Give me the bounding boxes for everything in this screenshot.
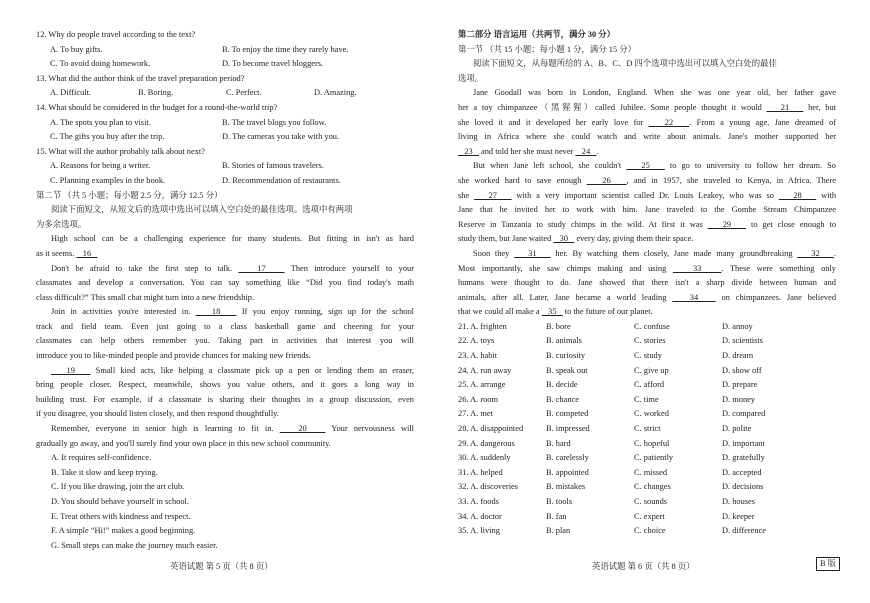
cloze-option: C. sounds [634,497,668,506]
cloze-option: B. carelessly [546,453,589,463]
cloze-option: D. difference [722,526,767,536]
cloze-option-row [458,437,836,452]
left-text-line: A. It requires self-confidence. [51,453,152,463]
right-text-line: living in Africa where she could watch and write about animals. Jane's mother supported her [458,132,836,142]
option: D. Amazing. [314,88,357,98]
cloze-option-row [458,524,836,539]
option-row [36,159,414,174]
left-text-line: 19 Small kind acts, like helping a classmate pick up a pen or lending them an eraser, [51,365,414,375]
cloze-option: B. appointed [546,467,589,477]
option: A. Difficult. [50,88,92,98]
cloze-option: C. hopeful [634,438,670,448]
blank-25: 25 [626,161,665,171]
page-footer-left: 英语试题 第 5 页（共 8 页） [170,562,273,571]
option: B. The travel blogs you follow. [222,117,327,127]
right-text-line: animals, after all. Later, Jane became a world leading 34 on chimpanzees. Jane believed [458,292,836,302]
cloze-option: C. study [634,351,662,361]
cloze-option-row [458,393,836,408]
blank-27: 27 [474,190,512,200]
right-text-line: Reserve in Tanzania to study chimps in the wild. At first it was 29 to get close enough to [458,219,836,229]
left-text-line: classmates can help others remember you. Taking part in activities that interest you will [36,336,414,346]
blank-18: 18 [195,307,237,317]
blank-24: 24 [575,146,597,156]
cloze-option: D. accepted [722,467,762,477]
right-text-line: But when Jane left school, she couldn't 25 to go to university to follow her dream. So [473,161,836,171]
left-text-line: 14. What should be considered in the budget for a round-the-world trip? [36,102,278,112]
left-text-line: introduce you to like-minded people and provide chances for making new friends. [36,351,311,361]
cloze-option: 34. A. doctor [458,511,502,521]
right-text-line: she 27 with a very important scientist called Dr. Louis Leakey, who was so 28 with [458,190,836,200]
option: C. The gifts you buy after the trip. [50,132,165,142]
cloze-option: B. chance [546,394,580,404]
blank-20: 20 [279,424,326,434]
cloze-option: C. afford [634,380,665,390]
cloze-option-row [458,451,836,466]
cloze-option: 22. A. toys [458,336,495,346]
left-text-line: track and field team. Even just going to a class basketball game and cheering for your [36,321,414,331]
right-text-line: she worked hard to save enough 26 , and in 1957, she traveled to Kenya, in Africa. There [458,175,836,185]
cloze-option: B. fan [546,511,567,521]
cloze-option: C. worked [634,409,669,419]
blank-29: 29 [707,219,747,229]
left-text-line: D. You should behave yourself in school. [51,497,189,506]
right-text-line: 第一节 （共 15 小题；每小题 1 分，满分 15 分） [458,44,636,54]
option-row [36,174,414,189]
option: B. Boring. [138,88,174,98]
cloze-option-row [458,320,836,335]
cloze-option: D. annoy [722,321,753,331]
cloze-option-row [458,466,836,481]
left-text-line: C. If you like drawing, join the art club. [51,482,185,492]
left-text-line: bring people closer. Respect, meanwhile, shows you value others, and it goes a long way in [36,380,414,390]
left-text-line: B. Take it slow and keep trying. [51,467,158,477]
right-text-line: 阅读下面短文，从每题所给的 A、B、C、D 四个选项中选出可以填入空白处的最佳 [473,59,777,69]
option: C. Perfect. [226,88,262,98]
option: C. To avoid doing homework. [50,59,151,69]
cloze-option: D. decisions [722,482,764,492]
cloze-option-row [458,495,836,510]
cloze-option: B. plan [546,526,571,536]
page-footer-right: 英语试题 第 6 页（共 8 页） [592,562,695,571]
cloze-option-row [458,378,836,393]
cloze-option: B. animals [546,336,582,346]
blank-35: 35 [541,307,563,317]
cloze-option: B. impressed [546,424,590,434]
left-text-line: 阅读下面短文，从短文后的选项中选出可以填入空白处的最佳选项。选项中有两项 [51,205,353,215]
cloze-option: D. gratefully [722,453,765,463]
cloze-option: C. changes [634,482,671,492]
right-text-line: study them, but Jane waited 30 every day, giving them their space. [458,234,694,244]
left-text-line: 13. What did the author think of the travel preparation period? [36,73,245,83]
left-text-line: if you disagree, you should listen closely, and then respond thoughtfully. [36,409,279,419]
blank-17: 17 [238,263,285,273]
cloze-option: 23. A. habit [458,351,498,361]
option: C. Planning examples in the book. [50,175,166,185]
cloze-option-row [458,422,836,437]
left-text-line: 为多余选项。 [36,219,87,229]
left-text-line: 15. What will the author probably talk about next? [36,146,205,156]
right-page [458,28,836,539]
left-text-line: as it seems. 16 [36,248,98,258]
option: D. The cameras you take with you. [222,132,340,142]
cloze-option: D. keeper [722,511,755,521]
cloze-option: C. time [634,394,659,404]
cloze-option: B. competed [546,409,589,419]
blank-32: 32 [797,248,834,258]
left-text-line: F. A simple “Hi!” makes a good beginning. [51,526,196,536]
blank-19: 19 [51,365,91,375]
left-text-line: 第二节 （共 5 小题；每小题 2.5 分，满分 12.5 分） [36,190,223,200]
cloze-option-row [458,480,836,495]
cloze-option: D. important [722,438,765,448]
cloze-option: C. choice [634,526,666,536]
right-text-line: that we could all make a 35 to the future of our planet. [458,307,653,317]
cloze-option: D. polite [722,424,752,434]
cloze-option: B. curiosity [546,351,586,361]
left-text-line: E. Treat others with kindness and respect. [51,511,191,521]
cloze-option: 27. A. met [458,409,493,419]
cloze-option: 33. A. foods [458,497,499,506]
blank-34: 34 [672,292,716,302]
option: A. To buy gifts. [50,44,103,54]
cloze-option: D. show off [722,365,762,375]
option-row [36,57,414,72]
option: A. The spots you plan to visit. [50,117,151,127]
cloze-option: B. tools [546,497,573,506]
left-text-line: Don't be afraid to take the first step to talk. 17 Then introduce yourself to your [51,263,414,273]
right-text-line: she loved it and it developed her early love for 22 . From a young age, Jane dreamed of [458,117,836,127]
blank-23: 23 [458,146,479,156]
cloze-option: C. strict [634,424,661,434]
left-text-line: building trust. For example, if a classmate is sharing their thoughts in a group discussion, even [36,394,414,404]
cloze-option: C. stories [634,336,666,346]
cloze-option-row [458,334,836,349]
cloze-option-row [458,510,836,525]
right-text-line: 选项。 [458,73,484,83]
cloze-option: D. scientists [722,336,763,346]
option-row [36,130,414,145]
cloze-option: D. money [722,394,756,404]
left-text-line: 12. Why do people travel according to the text? [36,30,196,39]
cloze-option: 25. A. arrange [458,380,506,390]
cloze-option: C. confuse [634,321,670,331]
option: B. Stories of famous travelers. [222,161,324,171]
blank-33: 33 [672,263,722,273]
blank-21: 21 [766,102,804,112]
cloze-option: D. prepare [722,380,758,390]
right-text-line: 23 and told her she must never 24 . [458,146,599,156]
cloze-option: 30. A. suddenly [458,453,511,463]
cloze-option-row [458,407,836,422]
cloze-option: 31. A. helped [458,467,503,477]
cloze-option: 29. A. dangerous [458,438,515,448]
cloze-option: C. missed [634,467,668,477]
option-row [36,116,414,131]
left-text-line: class difficult?” This small chat might turn into a new friendship. [36,292,255,302]
left-text-line: classmates and develop a conversation. You can say something like “Did you find today's math [36,278,414,288]
blank-26: 26 [586,175,627,185]
left-text-line: High school can be a challenging experience for many students. But fitting in isn't as hard [51,234,414,244]
option: A. Reasons for being a writer. [50,161,151,171]
cloze-option-row [458,349,836,364]
option-row [36,86,414,101]
right-text-line: Jane Goodall was born in London, England. When she was one year old, her father gave [473,88,836,98]
option: B. To enjoy the time they rarely have. [222,44,349,54]
cloze-option: B. bore [546,321,571,331]
blank-22: 22 [648,117,690,127]
cloze-option: 26. A. room [458,394,499,404]
cloze-option: D. dream [722,351,754,361]
cloze-option: C. give up [634,365,669,375]
left-text-line: Join in activities you're interested in. 18 If you enjoy running, sign up for the school [51,307,414,317]
version-badge: B 版 [816,557,840,571]
cloze-option: 28. A. disappointed [458,424,524,434]
blank-28: 28 [778,190,817,200]
right-text-line: Soon they 31 her. By watching them closely, Jane made many groundbreaking 32 . [473,248,836,258]
option: D. To become travel bloggers. [222,59,324,69]
right-text-line: Most importantly, she saw chimps making and using 33 . These were something only [458,263,836,273]
cloze-option-row [458,364,836,379]
cloze-option: C. expert [634,511,665,521]
option: D. Recommendation of restaurants. [222,175,341,185]
option-row [36,43,414,58]
cloze-option: D. houses [722,497,756,506]
right-text-line: her a toy chimpanzee（黑猩猩）called Jubilee. Some people thought it would 21 her, but [458,102,836,112]
left-text-line: Remember, everyone in senior high is learning to fit in. 20 Your nervousness will [51,424,414,434]
right-text-line: humans were thought to do. Jane showed that there isn't a sharp divide between human and [458,278,836,288]
cloze-option: 24. A. run away [458,365,512,375]
cloze-option: 21. A. frighten [458,321,507,331]
left-page [36,28,414,553]
cloze-option: B. decide [546,380,578,390]
cloze-option: 32. A. discoveries [458,482,519,492]
left-text-line: G. Small steps can make the journey much easier. [51,540,218,550]
blank-16: 16 [76,248,98,258]
cloze-option: B. speak out [546,365,588,375]
cloze-option: B. mistakes [546,482,586,492]
cloze-option: D. compared [722,409,766,419]
section-heading: 第二部分 语言运用（共两节，满分 30 分） [458,30,616,39]
blank-30: 30 [553,234,575,244]
cloze-option: C. patiently [634,453,674,463]
blank-31: 31 [514,248,551,258]
right-text-line: Jane that he invited her to work with him. Jane traveled to the Gombe Stream Chimpanzee [458,205,836,215]
cloze-option: B. hard [546,438,571,448]
left-text-line: gradually go away, and you'll surely find your own place in this new school community. [36,438,331,448]
cloze-option: 35. A. living [458,526,500,536]
